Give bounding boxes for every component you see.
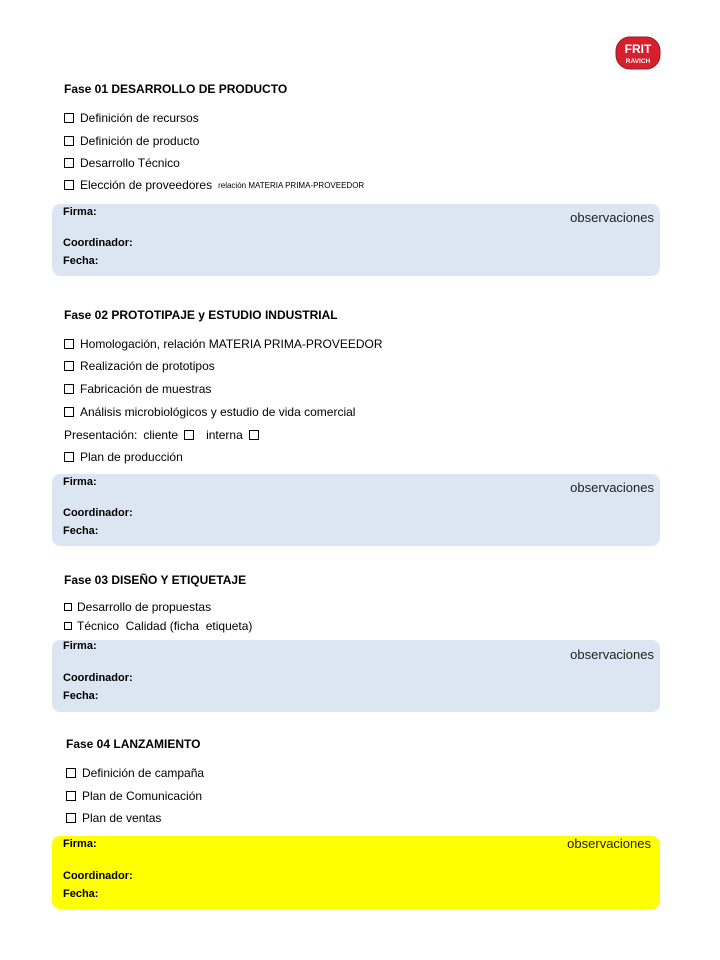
checklist-item-comunicacion[interactable] [66,789,202,803]
checklist-item-plan-produccion[interactable] [64,450,183,464]
checkbox-icon[interactable] [64,384,74,394]
item-label: Análisis microbiológicos y estudio de vida comercial [80,405,356,419]
checkbox-icon[interactable] [64,361,74,371]
phase-03-signature-panel [52,640,660,712]
fecha-label: Fecha: [63,255,99,267]
fecha-label: Fecha: [63,690,99,702]
item-label: Elección de proveedores [80,178,213,192]
item-label: Plan de producción [80,450,183,464]
item-label: Definición de campaña [82,766,205,780]
item-label: Plan de Comunicación [82,789,203,803]
item-label: Desarrollo de propuestas [77,600,212,614]
checkbox-icon[interactable] [64,603,72,611]
item-label: Plan de ventas [82,811,162,825]
item-label: Realización de prototipos [80,359,215,373]
firma-label: Firma: [63,640,97,652]
frit-ravich-logo [615,36,661,70]
logo-text-ravich: RAVICH [625,58,651,65]
checklist-item-eleccion-proveedores[interactable] [64,178,364,192]
checkbox-interna-icon[interactable] [249,430,259,440]
phase-04-title: Fase 04 LANZAMIENTO [66,737,201,751]
checkbox-icon[interactable] [64,622,72,630]
presentation-row [64,428,265,442]
item-note: relación MATERIA PRIMA-PROVEEDOR [218,180,365,190]
checklist-item-tecnico-calidad[interactable] [64,619,252,633]
phase-02-title: Fase 02 PROTOTIPAJE y ESTUDIO INDUSTRIAL [64,308,338,322]
phase-01-signature-panel [52,204,660,276]
presentation-option-interna: interna [206,428,243,442]
checklist-item-homologacion[interactable] [64,337,383,351]
fecha-label: Fecha: [63,525,99,537]
phase-01-title: Fase 01 DESARROLLO DE PRODUCTO [64,82,288,96]
coordinador-label: Coordinador: [63,237,133,249]
checkbox-cliente-icon[interactable] [184,430,194,440]
firma-label: Firma: [63,206,97,218]
item-label: Definición de producto [80,134,200,148]
checklist-item-definicion-recursos[interactable] [64,111,199,125]
checkbox-icon[interactable] [66,813,76,823]
firma-label: Firma: [63,838,97,850]
checklist-item-definicion-producto[interactable] [64,134,199,148]
presentation-label: Presentación: [64,428,138,442]
coordinador-label: Coordinador: [63,507,133,519]
observaciones-label: observaciones [567,836,651,851]
item-label: Fabricación de muestras [80,382,212,396]
checkbox-icon[interactable] [64,136,74,146]
checkbox-icon[interactable] [64,158,74,168]
presentation-option-cliente: cliente [143,428,179,442]
coordinador-label: Coordinador: [63,870,133,882]
item-label: Homologación, relación MATERIA PRIMA-PROVEEDOR [80,337,383,351]
checkbox-icon[interactable] [66,768,76,778]
checklist-item-analisis[interactable] [64,405,355,419]
checkbox-icon[interactable] [64,339,74,349]
checklist-item-muestras[interactable] [64,382,211,396]
observaciones-label: observaciones [570,480,654,495]
checklist-item-ventas[interactable] [66,811,161,825]
coordinador-label: Coordinador: [63,672,133,684]
phase-02-signature-panel [52,474,660,546]
logo-text-frit: FRIT [624,42,652,56]
fecha-label: Fecha: [63,888,99,900]
firma-label: Firma: [63,476,97,488]
checklist-item-propuestas[interactable] [64,600,211,614]
checkbox-icon[interactable] [64,452,74,462]
phase-03-title: Fase 03 DISEÑO Y ETIQUETAJE [64,573,247,587]
item-label: Definición de recursos [80,111,199,125]
checklist-item-desarrollo-tecnico[interactable] [64,156,180,170]
checkbox-icon[interactable] [64,113,74,123]
checklist-item-prototipos[interactable] [64,359,215,373]
observaciones-label: observaciones [570,210,654,225]
observaciones-label: observaciones [570,647,654,662]
item-label: Desarrollo Técnico [80,156,180,170]
phase-04-signature-panel [52,836,660,909]
checklist-item-campana[interactable] [66,766,204,780]
item-label: Técnico Calidad (ficha etiqueta) [77,619,253,633]
checkbox-icon[interactable] [64,407,74,417]
checkbox-icon[interactable] [66,791,76,801]
checkbox-icon[interactable] [64,180,74,190]
